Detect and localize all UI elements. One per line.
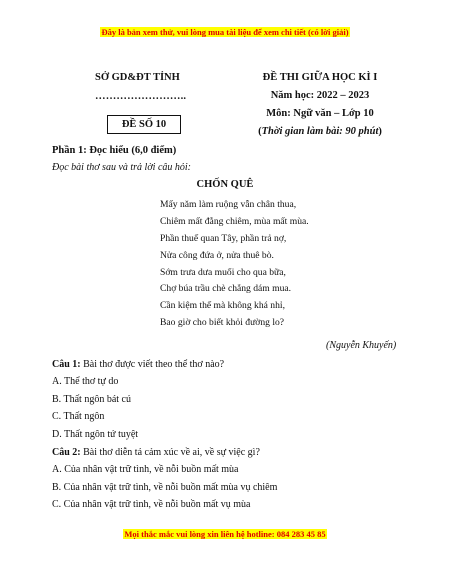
exam-info-block bbox=[245, 72, 395, 144]
poem-author: (Nguyễn Khuyến) bbox=[326, 340, 397, 351]
section-instruction: Đọc bài thơ sau và trả lời câu hỏi: bbox=[52, 162, 191, 173]
poem-line: Bao giờ cho biết khỏi đường lo? bbox=[160, 317, 285, 329]
poem-title: CHỐN QUÊ bbox=[196, 179, 254, 190]
answer-option: C. Của nhân vật trữ tình, về nỗi buồn mất vụ mùa bbox=[52, 499, 251, 510]
department-name: SỞ GD&ĐT TỈNH bbox=[95, 72, 180, 83]
question-label: Câu 1: bbox=[52, 359, 81, 370]
poem-line: Mấy năm làm ruộng vẫn chân thua, bbox=[160, 199, 297, 210]
exam-title: ĐỀ THI GIỮA HỌC KÌ I bbox=[262, 72, 378, 83]
poem-line: Cần kiệm thế mà không khá nhỉ, bbox=[160, 300, 285, 312]
question-text: Bài thơ được viết theo thể thơ nào? bbox=[80, 359, 225, 370]
poem-line: Chiêm mất đằng chiêm, mùa mất mùa. bbox=[160, 215, 309, 227]
answer-option: B. Thất ngôn bát cú bbox=[52, 394, 131, 405]
hotline-text: Mọi thắc mắc vui lòng xin liên hệ hotline: 084 283 45 85 bbox=[124, 529, 326, 539]
question-2 bbox=[52, 447, 260, 458]
school-year: Năm học: 2022 – 2023 bbox=[270, 90, 370, 101]
poem-line: Nửa công đứa ở, nửa thuê bò. bbox=[160, 249, 274, 261]
preview-notice-banner bbox=[0, 27, 450, 37]
poem-line: Sớm trưa dưa muối cho qua bữa, bbox=[160, 266, 286, 278]
subject-line: Môn: Ngữ văn – Lớp 10 bbox=[266, 108, 374, 119]
preview-notice-text: Đây là bản xem thử, vui lòng mua tài liệu để xem chi tiết (có lời giải) bbox=[101, 27, 349, 37]
question-label: Câu 2: bbox=[52, 447, 81, 458]
exam-duration-close: ) bbox=[378, 126, 382, 137]
answer-option: C. Thất ngôn bbox=[52, 411, 105, 422]
exam-duration-open: ( bbox=[258, 126, 262, 137]
question-1 bbox=[52, 359, 224, 370]
section-title: Phần 1: Đọc hiểu (6,0 điểm) bbox=[52, 145, 177, 156]
answer-option: A. Thể thơ tự do bbox=[52, 376, 119, 387]
question-text: Bài thơ diễn tả cảm xúc về ai, về sự việc gì? bbox=[80, 447, 260, 458]
exam-duration-text: Thời gian làm bài: 90 phút bbox=[261, 126, 379, 137]
poem-line: Phần thuế quan Tây, phần trả nợ, bbox=[160, 232, 287, 244]
answer-option: A. Của nhân vật trữ tình, về nỗi buồn mất mùa bbox=[52, 464, 239, 475]
answer-option: B. Của nhân vật trữ tình, về nỗi buồn mất mùa vụ chiêm bbox=[52, 482, 278, 493]
poem-line: Chợ búa trầu chè chẳng dám mua. bbox=[160, 283, 292, 295]
province-placeholder: …………………….. bbox=[95, 91, 187, 102]
exam-duration bbox=[245, 126, 395, 144]
hotline-banner bbox=[0, 529, 450, 539]
exam-number-box: ĐỀ SỐ 10 bbox=[107, 115, 181, 134]
answer-option: D. Thất ngôn tứ tuyệt bbox=[52, 429, 139, 440]
poem-body bbox=[160, 197, 309, 332]
